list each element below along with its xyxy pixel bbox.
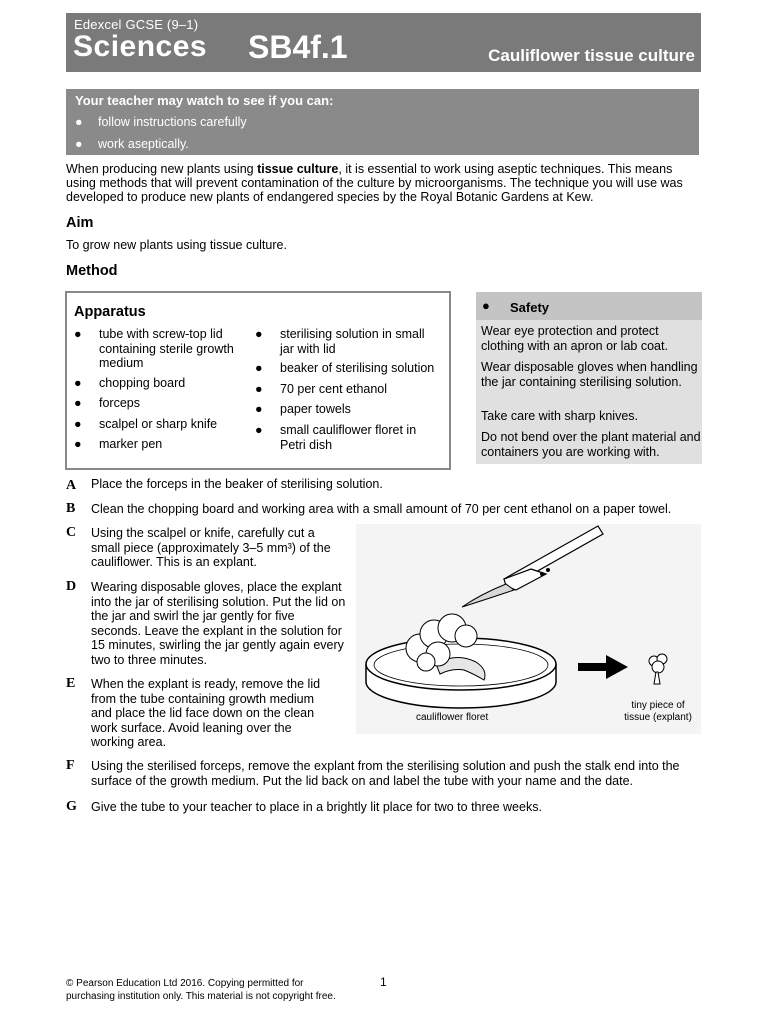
aim-text: To grow new plants using tissue culture. <box>66 238 287 252</box>
apparatus-item: ● tube with screw-top lid containing sterile growth medium <box>74 327 234 370</box>
header-banner <box>66 13 701 72</box>
teacher-box-title: Your teacher may watch to see if you can: <box>75 93 334 108</box>
apparatus-item: ● scalpel or sharp knife <box>74 417 218 431</box>
apparatus-item: ● sterilising solution in small jar with lid <box>255 327 425 356</box>
brand-title: Sciences <box>73 30 208 63</box>
step-text: When the explant is ready, remove the lid from the tube containing growth medium and place the lid face down on the clean work surface. Avoid leaning over the working area. <box>91 677 321 749</box>
step-text: Wearing disposable gloves, place the explant into the jar of sterilising solution. Put the lid on the jar and swirl the jar gently for five seconds. Leave the explant in the solution for 15 minutes, swirling the jar gently again every two to three minutes. <box>91 580 346 667</box>
apparatus-item: ● 70 per cent ethanol <box>255 382 388 396</box>
step-text: Place the forceps in the beaker of sterilising solution. <box>91 477 383 491</box>
step-letter: C <box>66 525 77 540</box>
label-explant-line1: tiny piece of <box>631 700 685 711</box>
step-letter: A <box>66 478 77 493</box>
safety-item: Take care with sharp knives. <box>481 409 639 423</box>
explant-figure <box>356 524 701 734</box>
bullet-icon: ● <box>75 137 83 151</box>
intro-paragraph: When producing new plants using tissue culture, it is essential to work using aseptic techniques. This means using methods that will prevent contamination of the culture by microorganisms. The technique you will use was developed to produce new plants of endangered species by the Royal Botanic Gardens at Kew. <box>66 162 683 204</box>
step-text: Using the scalpel or knife, carefully cut a small piece (approximately 3–5 mm³) of the cauliflower. This is an explant. <box>91 526 331 569</box>
apparatus-item: ● marker pen <box>74 437 163 451</box>
label-explant-line2: tissue (explant) <box>624 712 692 723</box>
page-number: 1 <box>380 975 387 989</box>
safety-header <box>476 292 702 320</box>
aim-heading: Aim <box>66 215 94 231</box>
step-text: Clean the chopping board and working area with a small amount of 70 per cent ethanol on a paper towel. <box>91 502 672 516</box>
petri-dish-icon <box>366 638 556 708</box>
apparatus-item: ● chopping board <box>74 376 186 390</box>
safety-box <box>476 292 702 464</box>
apparatus-item: ● beaker of sterilising solution <box>255 361 435 375</box>
step-letter: F <box>66 758 75 773</box>
apparatus-item: ● paper towels <box>255 402 351 416</box>
step-letter: B <box>66 501 76 516</box>
apparatus-title: Apparatus <box>74 304 146 320</box>
safety-item: Wear eye protection and protect clothing with an apron or lab coat. <box>481 324 668 353</box>
step-letter: G <box>66 799 77 814</box>
apparatus-box <box>65 291 451 470</box>
brand-subtitle: Edexcel GCSE (9–1) <box>74 17 199 32</box>
worksheet-title: Cauliflower tissue culture <box>488 46 695 65</box>
teacher-box-item: ● follow instructions carefully <box>75 115 247 129</box>
apparatus-item: ● forceps <box>74 396 140 410</box>
teacher-box-item: ● work aseptically. <box>75 137 189 151</box>
teacher-observation-box <box>66 89 699 155</box>
step-text: Using the sterilised forceps, remove the explant from the sterilising solution and push the stalk end into the surface of the growth medium. Put the lid back on and label the tube with your name and the date. <box>91 759 680 788</box>
method-heading: Method <box>66 263 118 279</box>
worksheet-code: SB4f.1 <box>248 29 348 65</box>
safety-item: Wear disposable gloves when handling the jar containing sterilising solution. <box>481 360 698 389</box>
step-letter: E <box>66 676 76 691</box>
bullet-icon: ● <box>482 298 490 313</box>
footer-copyright: © Pearson Education Ltd 2016. Copying permitted for purchasing institution only. This material is not copyright free. <box>66 978 336 1002</box>
step-letter: D <box>66 579 77 594</box>
apparatus-item: ● small cauliflower floret in Petri dish <box>255 423 417 452</box>
safety-title: Safety <box>510 300 550 315</box>
safety-item: Do not bend over the plant material and containers you are working with. <box>481 430 701 459</box>
step-text: Give the tube to your teacher to place in a brightly lit place for two to three weeks. <box>91 800 542 814</box>
label-floret: cauliflower floret <box>416 712 489 723</box>
bullet-icon: ● <box>75 115 83 129</box>
